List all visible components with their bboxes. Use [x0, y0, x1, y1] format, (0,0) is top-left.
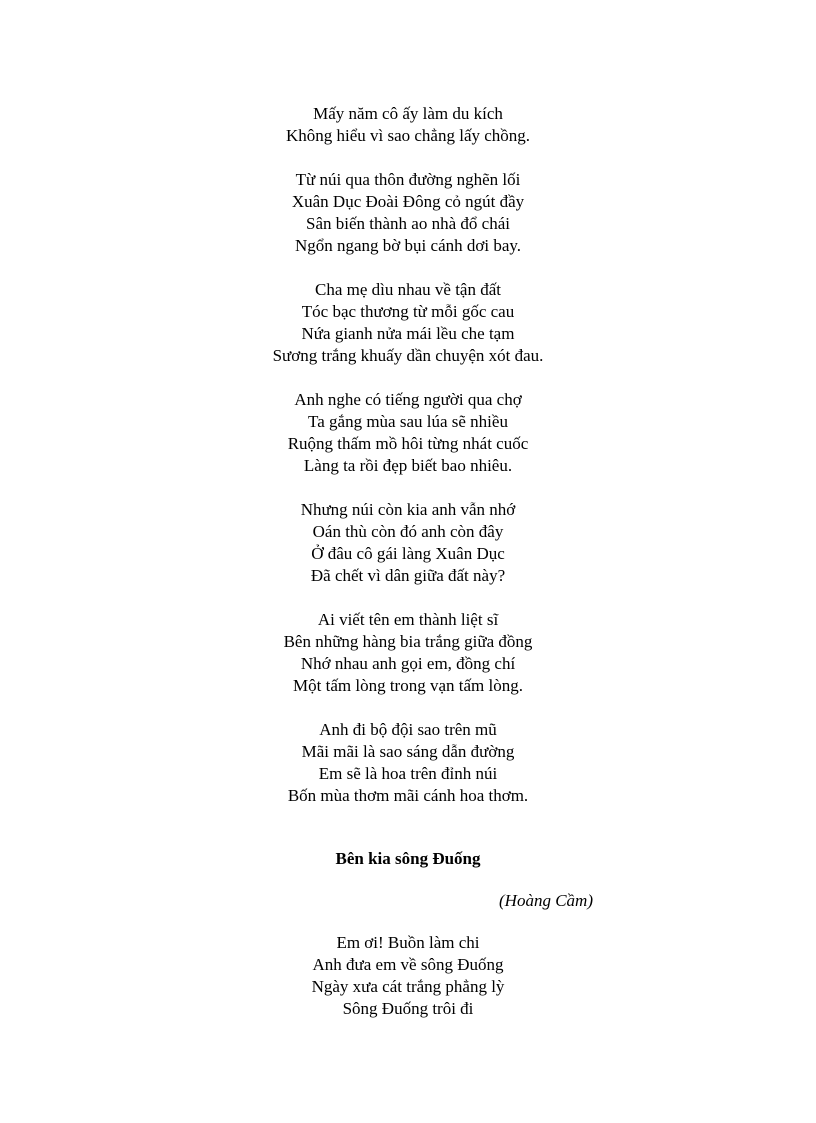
stanza: [0, 609, 816, 697]
poem-line: Anh nghe có tiếng người qua chợ: [294, 390, 522, 409]
poem-line: Ngổn ngang bờ bụi cánh dơi bay.: [294, 236, 522, 255]
stanza: [0, 499, 816, 587]
stanza-gap: [0, 257, 816, 279]
poem-line: Anh đi bộ đội sao trên mũ: [319, 720, 497, 739]
stanza: [0, 279, 816, 367]
poem-line: Mấy năm cô ấy làm du kích: [313, 104, 503, 123]
poem-line: Nhớ nhau anh gọi em, đồng chí: [300, 654, 516, 673]
poem-line: Sông Đuống trôi đi: [342, 999, 474, 1018]
stanza: [0, 103, 816, 147]
stanza-gap: [0, 147, 816, 169]
poem-line: Nứa gianh nửa mái lều che tạm: [301, 324, 515, 343]
poem-body: [0, 103, 816, 807]
author-name: (Hoàng Cầm): [499, 891, 593, 910]
stanza: [0, 719, 816, 807]
poem-line: Ta gắng mùa sau lúa sẽ nhiều: [308, 412, 508, 431]
poem-line: Ai viết tên em thành liệt sĩ: [317, 610, 499, 629]
poem-line: Cha mẹ dìu nhau về tận đất: [314, 280, 501, 299]
poem-line: Ruộng thấm mồ hôi từng nhát cuốc: [287, 434, 529, 453]
poem-line: Nhưng núi còn kia anh vẫn nhớ: [300, 500, 516, 519]
poem-line: Sương trắng khuấy dần chuyện xót đau.: [272, 346, 544, 365]
poem-line: Từ núi qua thôn đường nghẽn lối: [295, 170, 521, 189]
stanza-gap: [0, 367, 816, 389]
poem-line: Làng ta rồi đẹp biết bao nhiêu.: [303, 456, 513, 475]
poem-line: Xuân Dục Đoài Đông cỏ ngút đầy: [291, 192, 525, 211]
poem-line: Đã chết vì dân giữa đất này?: [310, 566, 506, 585]
stanza: [0, 389, 816, 477]
stanza-gap: [0, 587, 816, 609]
stanza: [0, 169, 816, 257]
poem-line: Oán thù còn đó anh còn đây: [312, 522, 504, 541]
poem-line: Ở đâu cô gái làng Xuân Dục: [311, 544, 505, 563]
poem-line: Sân biến thành ao nhà đổ chái: [306, 214, 510, 233]
poem-title: Bên kia sông Đuống: [335, 849, 481, 868]
stanza: [0, 932, 816, 1020]
stanza-gap: [0, 477, 816, 499]
poem-body-second: [0, 932, 816, 1020]
poem-author: [0, 890, 816, 912]
poem-line: Một tấm lòng trong vạn tấm lòng.: [293, 676, 523, 695]
stanza-gap: [0, 697, 816, 719]
poem-line: Em sẽ là hoa trên đỉnh núi: [318, 764, 498, 783]
poem-line: Tóc bạc thương từ mỗi gốc cau: [301, 302, 515, 321]
poem-line: Bên những hàng bia trắng giữa đồng: [283, 632, 533, 651]
poem-line: Em ơi! Buồn làm chi: [336, 933, 480, 952]
poem-line: Không hiểu vì sao chẳng lấy chồng.: [285, 126, 531, 145]
poem-line: Bốn mùa thơm mãi cánh hoa thơm.: [287, 786, 529, 805]
poem-line: Mãi mãi là sao sáng dẫn đường: [301, 742, 515, 761]
poem-line: Ngày xưa cát trắng phẳng lỳ: [311, 977, 505, 996]
poem-line: Anh đưa em về sông Đuống: [312, 955, 504, 974]
